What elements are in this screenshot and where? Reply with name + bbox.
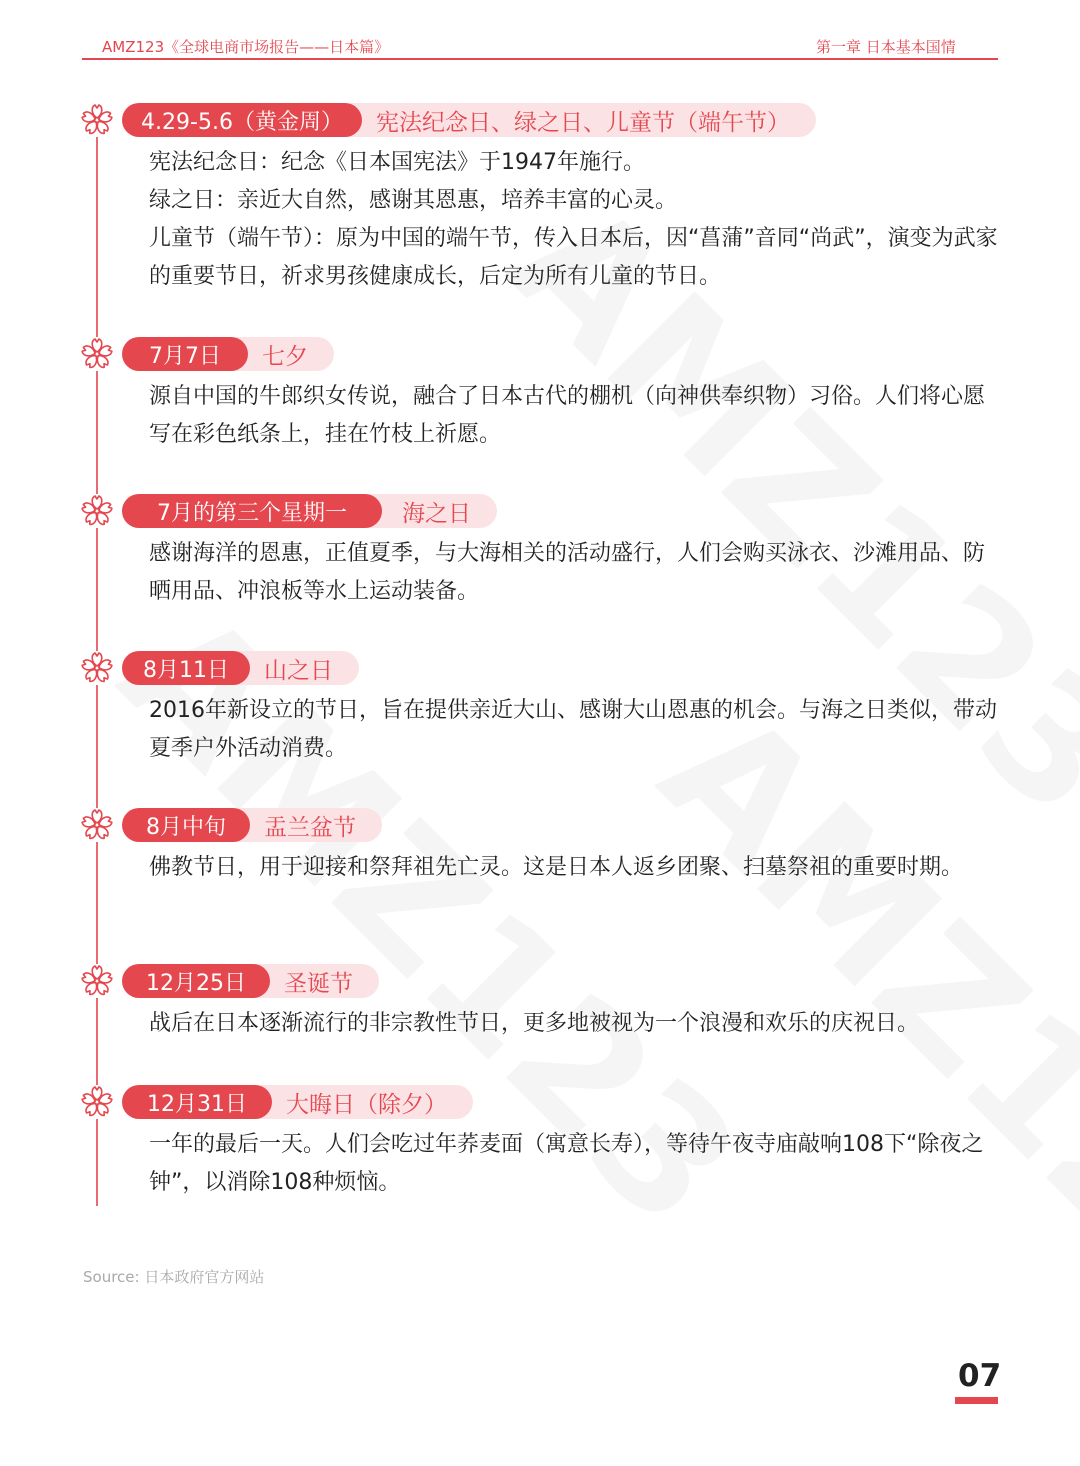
holiday-date: 8月中旬: [122, 808, 250, 842]
holiday-description: [149, 535, 999, 611]
holiday-name: 大晦日（除夕）: [286, 1091, 447, 1118]
holiday-description: [149, 378, 999, 454]
holiday-date: 12月31日: [122, 1085, 272, 1119]
description-line: 儿童节（端午节）：原为中国的端午节，传入日本后，因“菖蒲”音同“尚武”，演变为武家的重要节日，祈求男孩健康成长，后定为所有儿童的节日。: [149, 226, 998, 289]
holiday-header: [122, 337, 334, 371]
cherry-blossom-icon: [80, 808, 114, 842]
cherry-blossom-icon: [80, 103, 114, 137]
holiday-header: [122, 651, 359, 685]
holiday-description: [149, 692, 999, 768]
holiday-header: [122, 1085, 473, 1119]
header-chapter-title: 第一章 日本基本国情: [816, 38, 956, 56]
header-divider: [82, 58, 998, 60]
description-line: 源自中国的牛郎织女传说，融合了日本古代的棚机（向神供奉织物）习俗。人们将心愿写在彩色纸条上，挂在竹枝上祈愿。: [149, 384, 986, 447]
holiday-name: 圣诞节: [284, 970, 353, 997]
holiday-header: [122, 964, 379, 998]
source-label: Source:: [83, 1268, 140, 1286]
page-number: 07: [958, 1358, 1002, 1394]
holiday-date: 7月7日: [122, 337, 248, 371]
holiday-description: [149, 1126, 999, 1202]
header-report-title: AMZ123《全球电商市场报告——日本篇》: [102, 38, 390, 56]
holiday-header: [122, 808, 382, 842]
holiday-header: [122, 103, 816, 137]
cherry-blossom-icon: [80, 964, 114, 998]
description-line: 感谢海洋的恩惠，正值夏季，与大海相关的活动盛行，人们会购买泳衣、沙滩用品、防晒用品、冲浪板等水上运动装备。: [149, 541, 986, 604]
holiday-name: 海之日: [402, 500, 471, 527]
holiday-description: [149, 144, 999, 296]
holiday-name: 七夕: [262, 343, 308, 370]
holiday-name: 山之日: [264, 657, 333, 684]
description-line: 2016年新设立的节日，旨在提供亲近大山、感谢大山恩惠的机会。与海之日类似，带动夏季户外活动消费。: [149, 698, 997, 761]
cherry-blossom-icon: [80, 494, 114, 528]
description-line: 战后在日本逐渐流行的非宗教性节日，更多地被视为一个浪漫和欢乐的庆祝日。: [149, 1011, 920, 1036]
description-line: 绿之日：亲近大自然，感谢其恩惠，培养丰富的心灵。: [149, 188, 678, 213]
source-note: [83, 1266, 264, 1287]
holiday-name: 盂兰盆节: [264, 814, 356, 841]
holiday-name: 宪法纪念日、绿之日、儿童节（端午节）: [376, 109, 790, 136]
holiday-date: 7月的第三个星期一: [122, 494, 382, 528]
holiday-date: 4.29-5.6（黄金周）: [122, 103, 362, 137]
cherry-blossom-icon: [80, 1085, 114, 1119]
source-text: 日本政府官方网站: [144, 1268, 265, 1286]
cherry-blossom-icon: [80, 651, 114, 685]
holiday-description: [149, 849, 999, 887]
description-line: 佛教节日，用于迎接和祭拜祖先亡灵。这是日本人返乡团聚、扫墓祭祖的重要时期。: [149, 855, 964, 880]
holiday-header: [122, 494, 497, 528]
page-number-underline: [955, 1397, 998, 1404]
description-line: 宪法纪念日：纪念《日本国宪法》于1947年施行。: [149, 150, 645, 175]
cherry-blossom-icon: [80, 337, 114, 371]
description-line: 一年的最后一天。人们会吃过年荞麦面（寓意长寿），等待午夜寺庙敲响108下“除夜之钟”，以消除108种烦恼。: [149, 1132, 984, 1195]
holiday-date: 8月11日: [122, 651, 250, 685]
holiday-description: [149, 1005, 999, 1043]
holiday-date: 12月25日: [122, 964, 270, 998]
